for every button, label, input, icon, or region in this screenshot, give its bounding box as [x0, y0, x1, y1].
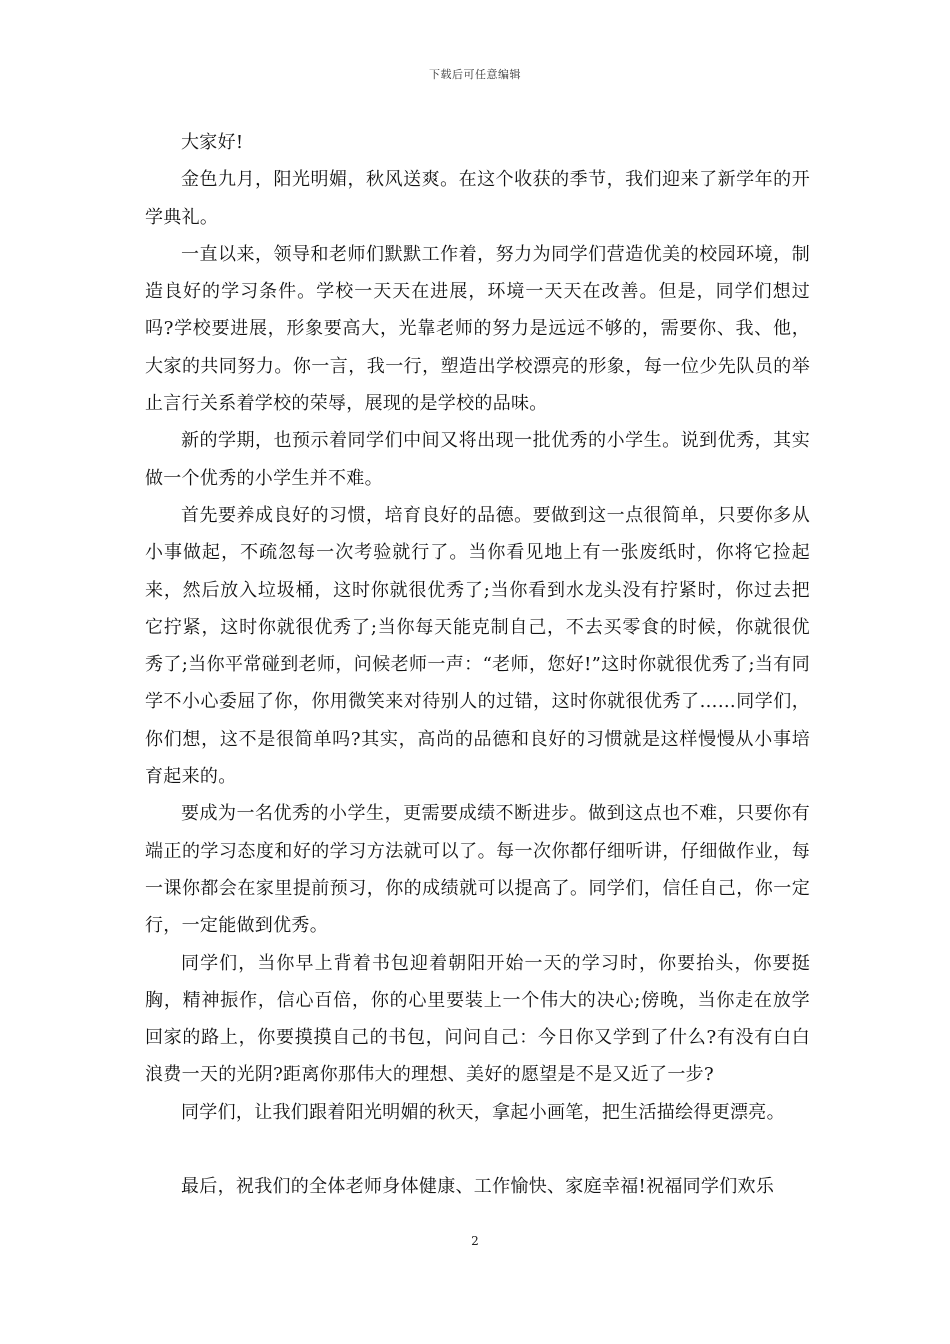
body-paragraph: 要成为一名优秀的小学生，更需要成绩不断进步。做到这点也不难，只要你有端正的学习态度和好的学习方法就可以了。每一次你都仔细听讲，仔细做作业，每一课你都会在家里提前预习，你的成绩就可以提高了。同学们，信任自己，你一定行，一定能做到优秀。: [145, 803, 810, 937]
body-paragraph: 一直以来，领导和老师们默默工作着，努力为同学们营造优美的校园环境，制造良好的学习条件。学校一天天在进展，环境一天天在改善。但是，同学们想过吗?学校要进展，形象要高大，光靠老师的努力是远远不够的，需要你、我、他，大家的共同努力。你一言，我一行，塑造出学校漂亮的形象，每一位少先队员的举止言行关系着学校的荣辱，展现的是学校的品味。: [145, 243, 810, 415]
body-paragraph: 新的学期，也预示着同学们中间又将出现一批优秀的小学生。说到优秀，其实做一个优秀的小学生并不难。: [145, 430, 810, 489]
body-paragraph: 同学们，让我们跟着阳光明媚的秋天，拿起小画笔，把生活描绘得更漂亮。: [181, 1101, 785, 1123]
page-header: 下载后可任意编辑: [429, 68, 521, 81]
blank-line: [145, 1131, 810, 1168]
body-paragraph: 金色九月，阳光明媚，秋风送爽。在这个收获的季节，我们迎来了新学年的开学典礼。: [145, 169, 810, 228]
body-paragraph: 同学们，当你早上背着书包迎着朝阳开始一天的学习时，你要抬头，你要挺胸，精神振作，信心百倍，你的心里要装上一个伟大的决心;傍晚，当你走在放学回家的路上，你要摸摸自己的书包，问问自己：今日你又学到了什么?有没有白白浪费一天的光阴?距离你那伟大的理想、美好的愿望是不是又近了一步?: [145, 952, 810, 1086]
closing-paragraph: 最后，祝我们的全体老师身体健康、工作愉快、家庭幸福!祝福同学们欢乐: [181, 1176, 775, 1198]
body-paragraph: 首先要养成良好的习惯，培育良好的品德。要做到这一点很简单，只要你多从小事做起，不疏忽每一次考验就行了。当你看见地上有一张废纸时，你将它捡起来，然后放入垃圾桶，这时你就很优秀了;当你看到水龙头没有拧紧时，你过去把它拧紧，这时你就很优秀了;当你每天能克制自己，不去买零食的时候，你就很优秀了;当你平常碰到老师，问候老师一声：“老师，您好!”这时你就很优秀了;当有同学不小心委屈了你，你用微笑来对待别人的过错，这时你就很优秀了……同学们，你们想，这不是很简单吗?其实，高尚的品德和良好的习惯就是这样慢慢从小事培育起来的。: [145, 504, 810, 788]
document-body: [145, 124, 810, 1205]
page-number: 2: [471, 1234, 479, 1248]
greeting-paragraph: 大家好!: [181, 132, 244, 153]
